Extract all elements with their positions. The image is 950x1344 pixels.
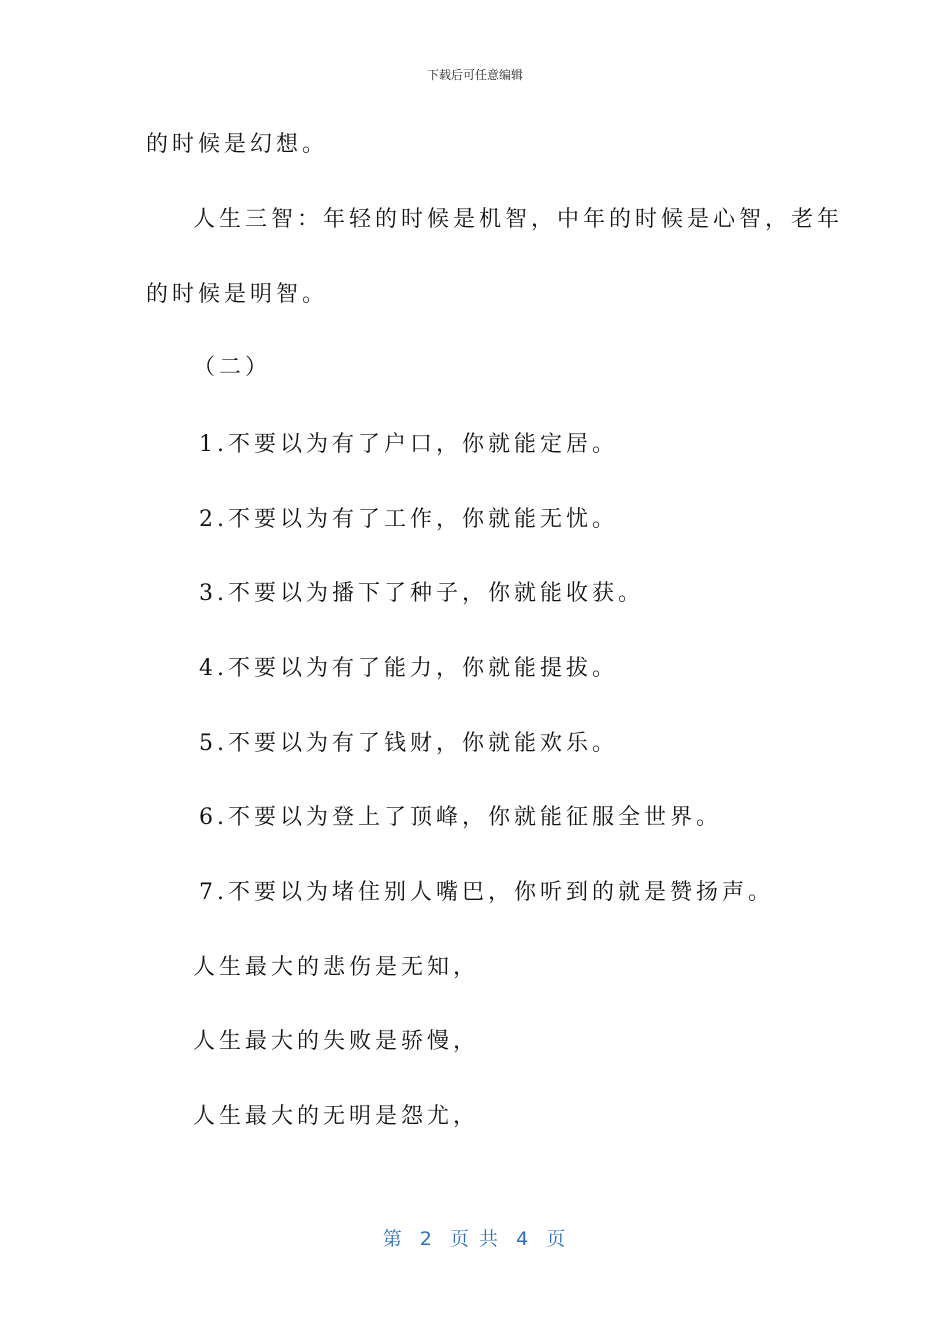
list-item: 6.不要以为登上了顶峰，你就能征服全世界。 — [199, 805, 722, 830]
list-item: 7.不要以为堵住别人嘴巴，你听到的就是赞扬声。 — [199, 880, 774, 905]
body-line: 的时候是幻想。 — [146, 132, 329, 157]
page-footer: 第 2 页 共 4 页 — [382, 1228, 568, 1250]
list-item: 4.不要以为有了能力，你就能提拔。 — [199, 656, 618, 681]
page-header: 下载后可任意编辑 — [426, 68, 523, 82]
list-item: 1.不要以为有了户口，你就能定居。 — [199, 432, 618, 457]
body-line: 的时候是明智。 — [146, 282, 329, 307]
body-line: 人生最大的无明是怨尤， — [193, 1104, 480, 1129]
list-item: 5.不要以为有了钱财，你就能欢乐。 — [199, 731, 618, 756]
body-line: 人生三智：年轻的时候是机智，中年的时候是心智，老年 — [193, 207, 844, 232]
body-line: 人生最大的悲伤是无知， — [193, 955, 480, 980]
section-heading: （二） — [193, 355, 272, 380]
list-item: 3.不要以为播下了种子，你就能收获。 — [199, 581, 644, 606]
list-item: 2.不要以为有了工作，你就能无忧。 — [199, 507, 618, 532]
body-line: 人生最大的失败是骄慢， — [193, 1029, 480, 1054]
